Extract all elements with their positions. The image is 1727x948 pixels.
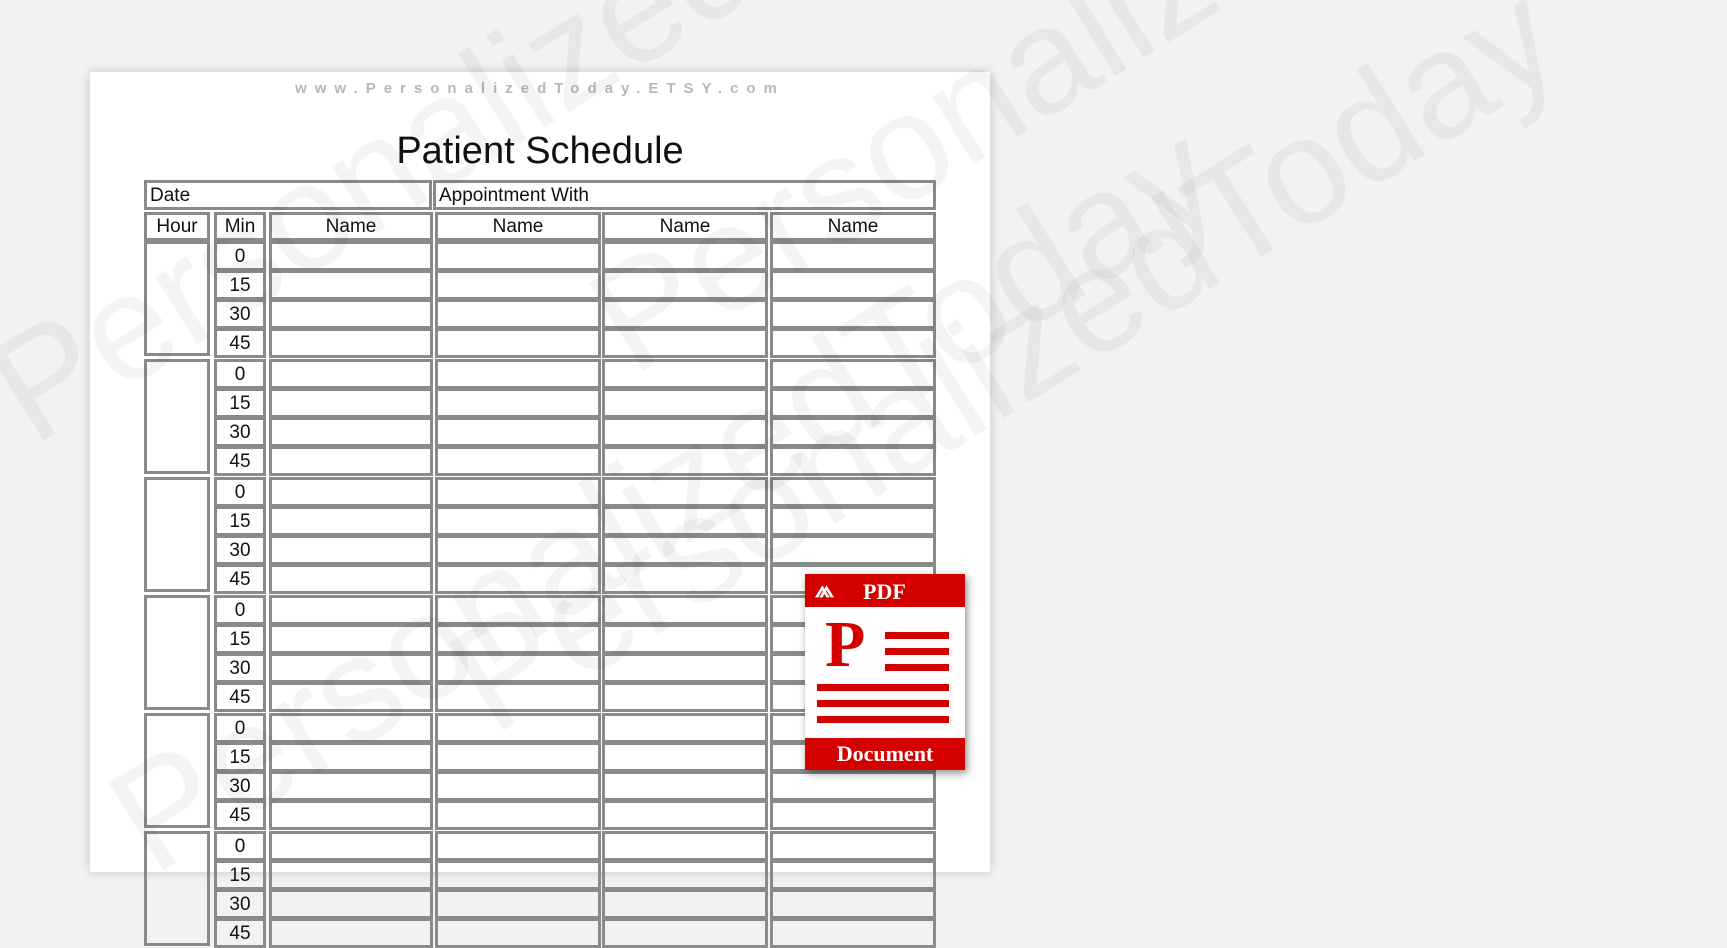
minute-cell: 45 <box>214 446 266 476</box>
name-slot[interactable] <box>770 477 936 507</box>
name-slot[interactable] <box>435 388 601 418</box>
name-slot[interactable] <box>602 477 768 507</box>
name-slot[interactable] <box>602 506 768 536</box>
minute-cell: 30 <box>214 417 266 447</box>
name-slot[interactable] <box>269 595 433 625</box>
minute-cell: 45 <box>214 564 266 594</box>
name-slot[interactable] <box>269 477 433 507</box>
name-header: Name <box>435 212 601 241</box>
name-slot[interactable] <box>602 860 768 890</box>
name-slot[interactable] <box>269 359 433 389</box>
name-slot[interactable] <box>269 860 433 890</box>
name-slot[interactable] <box>435 477 601 507</box>
name-slot[interactable] <box>602 595 768 625</box>
name-slot[interactable] <box>602 800 768 830</box>
minute-cell: 15 <box>214 388 266 418</box>
pdf-badge-header <box>805 574 965 607</box>
name-slot[interactable] <box>770 771 936 801</box>
name-slot[interactable] <box>269 918 433 948</box>
name-slot[interactable] <box>269 713 433 743</box>
minute-cell: 45 <box>214 800 266 830</box>
name-slot[interactable] <box>435 860 601 890</box>
minute-cell: 30 <box>214 535 266 565</box>
name-slot[interactable] <box>269 831 433 861</box>
pdf-letter: P <box>825 608 866 681</box>
minute-cell: 0 <box>214 713 266 743</box>
name-slot[interactable] <box>602 270 768 300</box>
name-slot[interactable] <box>602 299 768 329</box>
name-slot[interactable] <box>435 270 601 300</box>
pdf-line <box>885 648 949 655</box>
minute-cell: 0 <box>214 595 266 625</box>
date-field: Date <box>144 180 432 210</box>
minute-cell: 45 <box>214 682 266 712</box>
minute-cell: 15 <box>214 742 266 772</box>
pdf-document-badge <box>805 574 965 770</box>
name-slot[interactable] <box>269 270 433 300</box>
hour-cell[interactable] <box>144 359 210 474</box>
minute-cell: 45 <box>214 918 266 948</box>
name-slot[interactable] <box>269 800 433 830</box>
name-slot[interactable] <box>770 328 936 358</box>
min-header: Min <box>214 212 266 241</box>
name-slot[interactable] <box>269 653 433 683</box>
name-slot[interactable] <box>269 446 433 476</box>
name-slot[interactable] <box>269 564 433 594</box>
name-slot[interactable] <box>770 388 936 418</box>
name-slot[interactable] <box>770 241 936 271</box>
acrobat-icon: ⩕ <box>815 577 834 603</box>
name-slot[interactable] <box>435 624 601 654</box>
name-slot[interactable] <box>435 535 601 565</box>
pdf-document-label: Document <box>805 738 965 770</box>
name-slot[interactable] <box>269 771 433 801</box>
pdf-line <box>817 700 949 707</box>
name-slot[interactable] <box>770 831 936 861</box>
name-slot[interactable] <box>602 359 768 389</box>
minute-cell: 15 <box>214 860 266 890</box>
minute-cell: 30 <box>214 889 266 919</box>
minute-cell: 15 <box>214 270 266 300</box>
pdf-line <box>885 632 949 639</box>
name-slot[interactable] <box>269 682 433 712</box>
name-slot[interactable] <box>602 918 768 948</box>
hour-cell[interactable] <box>144 477 210 592</box>
name-slot[interactable] <box>269 506 433 536</box>
hour-cell[interactable] <box>144 713 210 828</box>
name-slot[interactable] <box>435 800 601 830</box>
name-slot[interactable] <box>435 653 601 683</box>
name-slot[interactable] <box>770 359 936 389</box>
name-slot[interactable] <box>435 831 601 861</box>
hour-cell[interactable] <box>144 241 210 356</box>
minute-cell: 0 <box>214 477 266 507</box>
name-slot[interactable] <box>602 328 768 358</box>
name-slot[interactable] <box>435 564 601 594</box>
name-slot[interactable] <box>602 564 768 594</box>
name-slot[interactable] <box>435 241 601 271</box>
name-slot[interactable] <box>770 800 936 830</box>
minute-cell: 30 <box>214 771 266 801</box>
name-slot[interactable] <box>435 417 601 447</box>
appointment-with-field: Appointment With <box>433 180 936 210</box>
name-slot[interactable] <box>770 535 936 565</box>
name-slot[interactable] <box>602 771 768 801</box>
site-url: www.PersonalizedToday.ETSY.com <box>295 80 785 97</box>
name-slot[interactable] <box>435 506 601 536</box>
name-slot[interactable] <box>770 889 936 919</box>
name-header: Name <box>602 212 768 241</box>
name-slot[interactable] <box>602 742 768 772</box>
minute-cell: 30 <box>214 653 266 683</box>
name-slot[interactable] <box>602 535 768 565</box>
minute-cell: 0 <box>214 241 266 271</box>
name-slot[interactable] <box>269 299 433 329</box>
name-slot[interactable] <box>269 417 433 447</box>
name-slot[interactable] <box>602 682 768 712</box>
name-slot[interactable] <box>435 595 601 625</box>
name-slot[interactable] <box>602 241 768 271</box>
name-slot[interactable] <box>602 624 768 654</box>
pdf-label: PDF <box>863 579 906 604</box>
name-header: Name <box>269 212 433 241</box>
page-title: Patient Schedule <box>396 130 684 172</box>
name-slot[interactable] <box>602 388 768 418</box>
name-slot[interactable] <box>435 889 601 919</box>
name-slot[interactable] <box>602 713 768 743</box>
name-slot[interactable] <box>602 889 768 919</box>
name-slot[interactable] <box>435 299 601 329</box>
name-slot[interactable] <box>269 241 433 271</box>
name-slot[interactable] <box>770 860 936 890</box>
minute-cell: 30 <box>214 299 266 329</box>
name-slot[interactable] <box>269 388 433 418</box>
name-header: Name <box>770 212 936 241</box>
minute-cell: 45 <box>214 328 266 358</box>
pdf-line <box>817 684 949 691</box>
name-slot[interactable] <box>269 889 433 919</box>
name-slot[interactable] <box>269 624 433 654</box>
name-slot[interactable] <box>435 682 601 712</box>
minute-cell: 15 <box>214 624 266 654</box>
name-slot[interactable] <box>435 359 601 389</box>
name-slot[interactable] <box>602 831 768 861</box>
name-slot[interactable] <box>435 742 601 772</box>
name-slot[interactable] <box>435 328 601 358</box>
minute-cell: 0 <box>214 359 266 389</box>
name-slot[interactable] <box>770 417 936 447</box>
name-slot[interactable] <box>269 742 433 772</box>
name-slot[interactable] <box>435 771 601 801</box>
hour-cell[interactable] <box>144 595 210 710</box>
minute-cell: 15 <box>214 506 266 536</box>
name-slot[interactable] <box>770 270 936 300</box>
name-slot[interactable] <box>770 446 936 476</box>
name-slot[interactable] <box>269 328 433 358</box>
name-slot[interactable] <box>770 918 936 948</box>
name-slot[interactable] <box>435 446 601 476</box>
name-slot[interactable] <box>602 653 768 683</box>
pdf-line <box>817 716 949 723</box>
name-slot[interactable] <box>602 446 768 476</box>
hour-cell[interactable] <box>144 831 210 946</box>
name-slot[interactable] <box>435 918 601 948</box>
name-slot[interactable] <box>770 506 936 536</box>
name-slot[interactable] <box>602 417 768 447</box>
minute-cell: 0 <box>214 831 266 861</box>
pdf-line <box>885 664 949 671</box>
name-slot[interactable] <box>770 299 936 329</box>
name-slot[interactable] <box>435 713 601 743</box>
name-slot[interactable] <box>269 535 433 565</box>
hour-header: Hour <box>144 212 210 241</box>
